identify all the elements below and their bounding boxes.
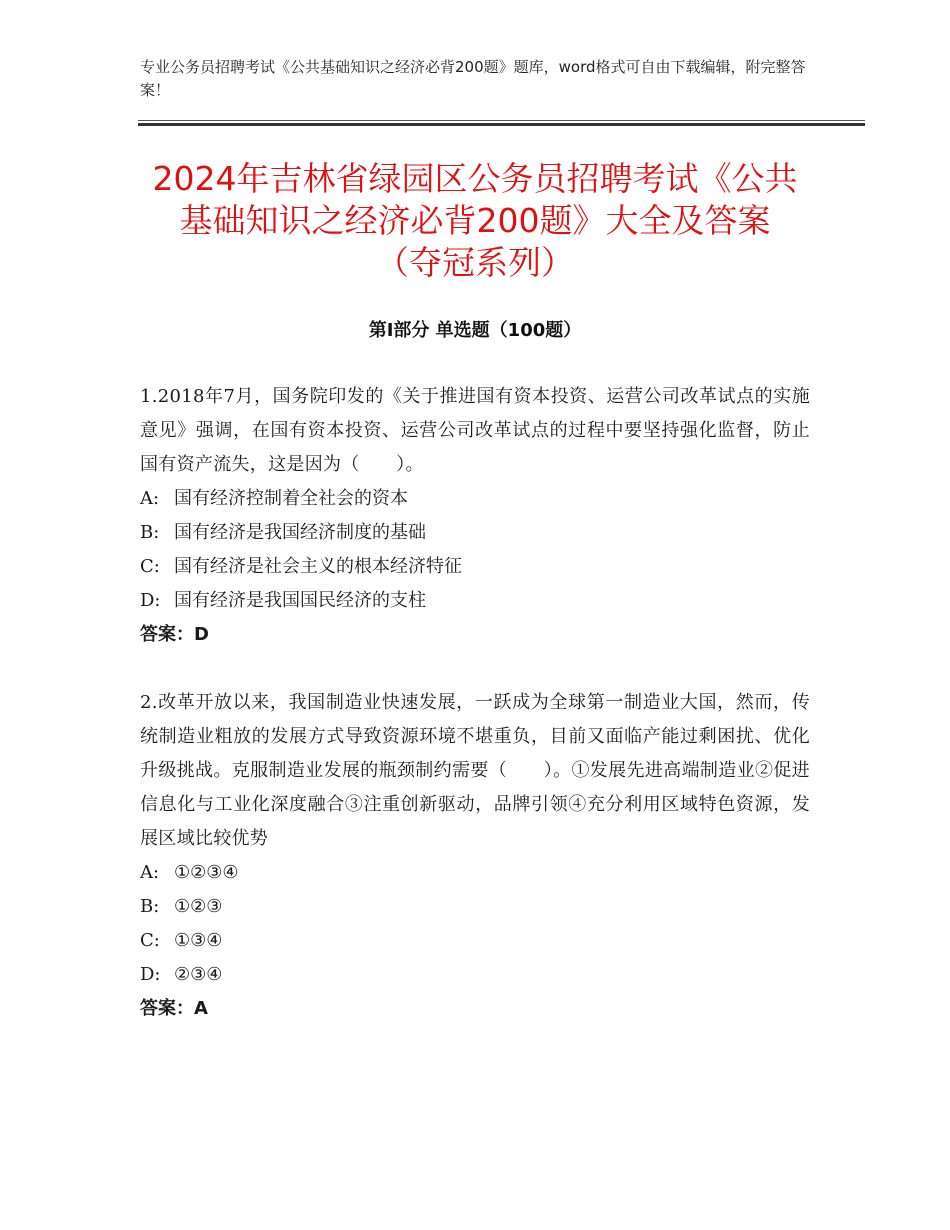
header-divider-thick	[138, 123, 865, 126]
option-text: 国有经济是社会主义的根本经济特征	[174, 556, 462, 577]
section-title: 第Ⅰ部分 单选题（100题）	[368, 320, 582, 341]
answer: 答案：D	[140, 624, 209, 645]
option-letter: D:	[140, 590, 161, 611]
option-letter: C:	[140, 930, 160, 951]
option-text: ①③④	[174, 930, 223, 951]
option-letter: A:	[140, 862, 160, 883]
option-d	[140, 584, 810, 618]
question-1	[140, 380, 810, 652]
option-text: 国有经济是我国国民经济的支柱	[174, 590, 426, 611]
option-letter: B:	[140, 522, 160, 543]
option-text: ①②③④	[174, 862, 239, 883]
option-a	[140, 482, 810, 516]
answer: 答案：A	[140, 998, 208, 1019]
question-stem: 2.改革开放以来，我国制造业快速发展，一跃成为全球第一制造业大国，然而，传统制造业粗放的发展方式导致资源环境不堪重负，目前又面临产能过剩困扰、优化升级挑战。克服制造业发展的瓶颈制约需要（ ）。①发展先进高端制造业②促进信息化与工业化深度融合③注重创新驱动，品牌引领④充分利用区域特色资源，发展区域比较优势	[140, 692, 810, 849]
option-letter: B:	[140, 896, 160, 917]
title-line-3: （夺冠系列）	[376, 243, 574, 282]
header-divider-thin	[138, 120, 865, 121]
option-letter: A:	[140, 488, 160, 509]
option-d	[140, 958, 810, 992]
title-line-2: 基础知识之经济必背200题》大全及答案	[179, 201, 771, 240]
option-a	[140, 856, 810, 890]
option-c	[140, 924, 810, 958]
option-b	[140, 516, 810, 550]
option-letter: C:	[140, 556, 160, 577]
option-text: 国有经济是我国经济制度的基础	[174, 522, 426, 543]
option-c	[140, 550, 810, 584]
question-2	[140, 686, 810, 1026]
document-title	[100, 158, 850, 284]
option-text: 国有经济控制着全社会的资本	[174, 488, 408, 509]
header-note: 专业公务员招聘考试《公共基础知识之经济必背200题》题库，word格式可自由下载编辑，附完整答案！	[140, 58, 806, 99]
question-stem: 1.2018年7月，国务院印发的《关于推进国有资本投资、运营公司改革试点的实施意见》强调，在国有资本投资、运营公司改革试点的过程中要坚持强化监督，防止国有资产流失，这是因为（ ）。	[140, 386, 810, 475]
option-letter: D:	[140, 964, 161, 985]
option-text: ①②③	[174, 896, 223, 917]
title-line-1: 2024年吉林省绿园区公务员招聘考试《公共	[152, 159, 798, 198]
option-b	[140, 890, 810, 924]
option-text: ②③④	[174, 964, 223, 985]
